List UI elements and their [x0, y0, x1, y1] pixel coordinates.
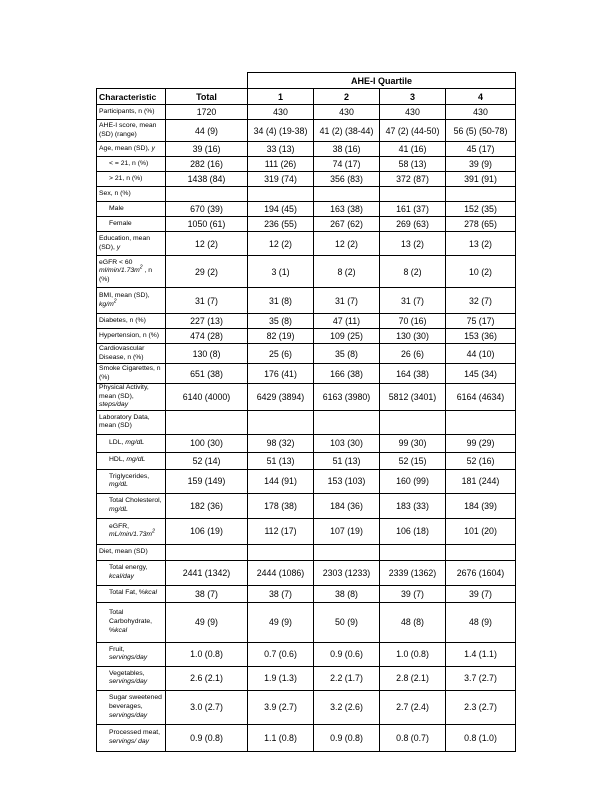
table-row: [97, 602, 516, 642]
value-cell: 2303 (1233): [314, 560, 380, 585]
row-label: [97, 666, 166, 690]
row-label-text: Age, mean (SD),: [99, 144, 152, 152]
value-cell: [248, 410, 314, 434]
row-label: [97, 544, 166, 560]
value-cell: 6163 (3980): [314, 384, 380, 411]
characteristics-table: [96, 72, 516, 752]
value-cell: 75 (17): [446, 314, 516, 329]
row-label: [97, 105, 166, 120]
row-label: [97, 410, 166, 434]
value-cell: 29 (2): [166, 256, 248, 288]
table-row: [97, 493, 516, 518]
table-row: [97, 202, 516, 217]
table-row: [97, 434, 516, 452]
value-cell: 51 (13): [314, 452, 380, 469]
value-cell: 38 (7): [248, 585, 314, 602]
row-label: [97, 256, 166, 288]
value-cell: 145 (34): [446, 364, 516, 384]
value-cell: [248, 544, 314, 560]
row-label-unit: servings/ day: [109, 737, 150, 745]
row-label: [97, 202, 166, 217]
table-row: [97, 544, 516, 560]
value-cell: 1.1 (0.8): [248, 724, 314, 751]
row-label-text: eGFR,: [109, 522, 130, 530]
value-cell: 2676 (1604): [446, 560, 516, 585]
row-label-text: Total Cholesterol,: [109, 497, 162, 505]
row-label: [97, 602, 166, 642]
value-cell: 0.8 (1.0): [446, 724, 516, 751]
row-label-text: > 21, n (%): [109, 174, 143, 182]
value-cell: 0.8 (0.7): [380, 724, 446, 751]
row-label-text: Smoke Cigarettes, n (%): [99, 364, 161, 381]
value-cell: [166, 410, 248, 434]
row-label-text: Diet, mean (SD): [99, 547, 148, 555]
value-cell: 0.7 (0.6): [248, 642, 314, 666]
row-label: [97, 142, 166, 157]
value-cell: 227 (13): [166, 314, 248, 329]
row-label-unit: kcal: [144, 589, 157, 597]
value-cell: 670 (39): [166, 202, 248, 217]
row-label: [97, 120, 166, 142]
value-cell: 103 (30): [314, 434, 380, 452]
value-cell: 184 (36): [314, 493, 380, 518]
value-cell: 39 (7): [380, 585, 446, 602]
value-cell: 1050 (61): [166, 217, 248, 232]
value-cell: 12 (2): [248, 232, 314, 256]
value-cell: 474 (28): [166, 329, 248, 344]
column-header-q4: 4: [446, 89, 516, 105]
value-cell: 8 (2): [380, 256, 446, 288]
value-cell: 12 (2): [314, 232, 380, 256]
value-cell: 50 (9): [314, 602, 380, 642]
table-row: [97, 410, 516, 434]
value-cell: 38 (8): [314, 585, 380, 602]
row-label-text: Total Fat, %: [109, 589, 145, 597]
value-cell: 2.8 (2.1): [380, 666, 446, 690]
value-cell: 112 (17): [248, 518, 314, 544]
value-cell: 38 (16): [314, 142, 380, 157]
value-cell: 3.9 (2.7): [248, 690, 314, 724]
table-row: [97, 314, 516, 329]
value-cell: 178 (38): [248, 493, 314, 518]
row-label-text: Diabetes, n (%): [99, 316, 146, 324]
value-cell: 372 (87): [380, 172, 446, 187]
value-cell: 2444 (1086): [248, 560, 314, 585]
table-row: [97, 232, 516, 256]
value-cell: 98 (32): [248, 434, 314, 452]
value-cell: 164 (38): [380, 364, 446, 384]
value-cell: 3.0 (2.7): [166, 690, 248, 724]
value-cell: 39 (16): [166, 142, 248, 157]
value-cell: 166 (38): [314, 364, 380, 384]
value-cell: 1.0 (0.8): [166, 642, 248, 666]
value-cell: 33 (13): [248, 142, 314, 157]
row-label-unit: servings/day: [109, 678, 148, 686]
row-label-unit: kcal: [115, 626, 128, 634]
header-blank-cell: [97, 73, 248, 89]
row-label: [97, 232, 166, 256]
row-label: [97, 469, 166, 493]
value-cell: 161 (37): [380, 202, 446, 217]
value-cell: 430: [248, 105, 314, 120]
table-row: [97, 288, 516, 314]
table-row: [97, 142, 516, 157]
row-label: [97, 187, 166, 202]
column-header-characteristic: Characteristic: [97, 89, 166, 105]
row-label-unit: y: [116, 243, 121, 251]
row-label-text: Male: [109, 204, 124, 212]
value-cell: 3.2 (2.6): [314, 690, 380, 724]
value-cell: 47 (11): [314, 314, 380, 329]
row-label-text: Sex, n (%): [99, 189, 131, 197]
row-label-superscript: 2: [152, 529, 155, 536]
value-cell: 45 (17): [446, 142, 516, 157]
value-cell: 32 (7): [446, 288, 516, 314]
table-row: [97, 217, 516, 232]
value-cell: 1720: [166, 105, 248, 120]
value-cell: 0.9 (0.8): [166, 724, 248, 751]
row-label: [97, 344, 166, 364]
value-cell: 106 (18): [380, 518, 446, 544]
value-cell: 99 (29): [446, 434, 516, 452]
row-label-unit: mg/dL: [126, 456, 146, 464]
value-cell: [380, 544, 446, 560]
row-label: [97, 434, 166, 452]
row-label-text: Fruit,: [109, 645, 125, 653]
row-label-text: Vegetables,: [109, 669, 145, 677]
value-cell: 163 (38): [314, 202, 380, 217]
value-cell: 99 (30): [380, 434, 446, 452]
row-label-text: Total energy,: [109, 564, 148, 572]
value-cell: 39 (9): [446, 157, 516, 172]
value-cell: 6164 (4634): [446, 384, 516, 411]
table-row: [97, 384, 516, 411]
value-cell: 13 (2): [380, 232, 446, 256]
value-cell: 176 (41): [248, 364, 314, 384]
row-label-text: < = 21, n (%): [109, 159, 149, 167]
value-cell: 430: [446, 105, 516, 120]
value-cell: 267 (62): [314, 217, 380, 232]
value-cell: 31 (7): [166, 288, 248, 314]
value-cell: 41 (2) (38-44): [314, 120, 380, 142]
value-cell: [380, 187, 446, 202]
value-cell: 13 (2): [446, 232, 516, 256]
value-cell: [248, 187, 314, 202]
row-label: [97, 518, 166, 544]
value-cell: 5812 (3401): [380, 384, 446, 411]
value-cell: 278 (65): [446, 217, 516, 232]
value-cell: 2.6 (2.1): [166, 666, 248, 690]
row-label-text: BMI, mean (SD),: [99, 291, 150, 299]
value-cell: 160 (99): [380, 469, 446, 493]
row-label: [97, 642, 166, 666]
row-label-unit: mg/dL: [125, 438, 145, 446]
value-cell: 56 (5) (50-78): [446, 120, 516, 142]
value-cell: 183 (33): [380, 493, 446, 518]
table-row: [97, 344, 516, 364]
quartile-group-header: AHE-I Quartile: [248, 73, 516, 89]
value-cell: [380, 410, 446, 434]
value-cell: 35 (8): [314, 344, 380, 364]
value-cell: 51 (13): [248, 452, 314, 469]
value-cell: 47 (2) (44-50): [380, 120, 446, 142]
table-row: [97, 469, 516, 493]
value-cell: 144 (91): [248, 469, 314, 493]
value-cell: 430: [380, 105, 446, 120]
value-cell: 236 (55): [248, 217, 314, 232]
row-label-unit: kg/m: [99, 300, 114, 308]
value-cell: 2.2 (1.7): [314, 666, 380, 690]
value-cell: 44 (10): [446, 344, 516, 364]
value-cell: 31 (8): [248, 288, 314, 314]
value-cell: 48 (8): [380, 602, 446, 642]
row-label-text: Female: [109, 219, 132, 227]
row-label-superscript: 2: [113, 298, 117, 305]
row-label: [97, 364, 166, 384]
column-header-q2: 2: [314, 89, 380, 105]
value-cell: 101 (20): [446, 518, 516, 544]
value-cell: 0.9 (0.8): [314, 724, 380, 751]
row-label: [97, 560, 166, 585]
value-cell: 31 (7): [380, 288, 446, 314]
row-label-unit: ml/min/1.73m: [99, 267, 140, 275]
value-cell: 184 (39): [446, 493, 516, 518]
row-label-unit: y: [151, 144, 155, 152]
value-cell: 48 (9): [446, 602, 516, 642]
table-row: [97, 724, 516, 751]
value-cell: 49 (9): [248, 602, 314, 642]
row-label-text: Physical Activity, mean (SD),: [99, 384, 149, 400]
value-cell: [446, 187, 516, 202]
table-row: [97, 157, 516, 172]
value-cell: 39 (7): [446, 585, 516, 602]
table-body: [97, 105, 516, 752]
table-row: [97, 187, 516, 202]
row-label-unit: kcal/day: [109, 572, 134, 580]
row-label-suffix: , n (%): [99, 267, 153, 283]
row-label: [97, 288, 166, 314]
table-row: [97, 518, 516, 544]
table-row: [97, 642, 516, 666]
value-cell: [314, 544, 380, 560]
value-cell: 31 (7): [314, 288, 380, 314]
value-cell: 130 (30): [380, 329, 446, 344]
value-cell: 152 (35): [446, 202, 516, 217]
value-cell: 282 (16): [166, 157, 248, 172]
value-cell: 181 (244): [446, 469, 516, 493]
value-cell: 41 (16): [380, 142, 446, 157]
value-cell: 25 (6): [248, 344, 314, 364]
row-label-unit: steps/day: [99, 401, 129, 409]
row-label-text: Processed meat,: [109, 729, 160, 737]
row-label-text: Triglycerides,: [109, 472, 150, 480]
value-cell: 10 (2): [446, 256, 516, 288]
value-cell: 1.0 (0.8): [380, 642, 446, 666]
value-cell: 1438 (84): [166, 172, 248, 187]
table-row: [97, 329, 516, 344]
value-cell: [446, 410, 516, 434]
table-row: [97, 364, 516, 384]
table-row: [97, 690, 516, 724]
value-cell: 1.9 (1.3): [248, 666, 314, 690]
value-cell: 82 (19): [248, 329, 314, 344]
row-label: [97, 329, 166, 344]
row-label: [97, 172, 166, 187]
row-label-text: Laboratory Data, mean (SD): [99, 413, 150, 430]
row-label-unit: servings/day: [109, 654, 148, 662]
value-cell: 106 (19): [166, 518, 248, 544]
row-label-unit: servings/day: [109, 711, 148, 719]
value-cell: 100 (30): [166, 434, 248, 452]
column-header-total: Total: [166, 89, 248, 105]
table-row: [97, 666, 516, 690]
value-cell: 356 (83): [314, 172, 380, 187]
value-cell: 130 (8): [166, 344, 248, 364]
value-cell: 269 (63): [380, 217, 446, 232]
value-cell: 12 (2): [166, 232, 248, 256]
value-cell: 44 (9): [166, 120, 248, 142]
table-row: [97, 560, 516, 585]
value-cell: 109 (25): [314, 329, 380, 344]
value-cell: 35 (8): [248, 314, 314, 329]
value-cell: 70 (16): [380, 314, 446, 329]
value-cell: [166, 544, 248, 560]
value-cell: 2339 (1362): [380, 560, 446, 585]
row-label-text: Cardiovascular Disease, n (%): [99, 344, 145, 361]
row-label-text: eGFR < 60: [99, 258, 133, 266]
value-cell: 182 (36): [166, 493, 248, 518]
value-cell: 159 (149): [166, 469, 248, 493]
row-label-unit: mL/min/1.73m: [109, 531, 153, 539]
value-cell: 6429 (3894): [248, 384, 314, 411]
row-label-text: Hypertension, n (%): [99, 331, 160, 339]
row-label-text: Participants, n (%): [99, 107, 155, 115]
value-cell: 34 (4) (19-38): [248, 120, 314, 142]
table-row: [97, 256, 516, 288]
row-label: [97, 384, 166, 411]
value-cell: 52 (15): [380, 452, 446, 469]
value-cell: 52 (14): [166, 452, 248, 469]
value-cell: 391 (91): [446, 172, 516, 187]
table-row: [97, 585, 516, 602]
value-cell: 8 (2): [314, 256, 380, 288]
value-cell: 49 (9): [166, 602, 248, 642]
value-cell: 430: [314, 105, 380, 120]
value-cell: 2.7 (2.4): [380, 690, 446, 724]
row-label-text: HDL,: [109, 456, 127, 464]
row-label-superscript: 2: [139, 264, 143, 271]
value-cell: 0.9 (0.6): [314, 642, 380, 666]
row-label: [97, 314, 166, 329]
row-label: [97, 493, 166, 518]
value-cell: 651 (38): [166, 364, 248, 384]
value-cell: 3.7 (2.7): [446, 666, 516, 690]
value-cell: 52 (16): [446, 452, 516, 469]
value-cell: [446, 544, 516, 560]
value-cell: [314, 410, 380, 434]
table-row: [97, 105, 516, 120]
value-cell: 319 (74): [248, 172, 314, 187]
value-cell: 58 (13): [380, 157, 446, 172]
value-cell: 153 (103): [314, 469, 380, 493]
row-label-text: AHE-I score, mean (SD) (range): [99, 121, 157, 138]
column-header-q3: 3: [380, 89, 446, 105]
value-cell: 194 (45): [248, 202, 314, 217]
value-cell: 26 (6): [380, 344, 446, 364]
column-header-q1: 1: [248, 89, 314, 105]
row-label-unit: mg/dL: [109, 481, 128, 489]
value-cell: 1.4 (1.1): [446, 642, 516, 666]
row-label: [97, 217, 166, 232]
row-label: [97, 724, 166, 751]
value-cell: 111 (26): [248, 157, 314, 172]
value-cell: 2.3 (2.7): [446, 690, 516, 724]
value-cell: 107 (19): [314, 518, 380, 544]
row-label-text: Total Carbohydrate, %: [109, 609, 153, 634]
value-cell: 38 (7): [166, 585, 248, 602]
row-label-unit: mg/dL: [109, 505, 128, 513]
row-label-text: Education, mean (SD),: [99, 234, 151, 251]
row-label-text: Sugar sweetened beverages,: [109, 694, 162, 710]
row-label: [97, 585, 166, 602]
value-cell: [314, 187, 380, 202]
row-label: [97, 157, 166, 172]
row-label-text: LDL,: [109, 438, 126, 446]
value-cell: [166, 187, 248, 202]
value-cell: 153 (36): [446, 329, 516, 344]
value-cell: 74 (17): [314, 157, 380, 172]
row-label: [97, 690, 166, 724]
table-row: [97, 120, 516, 142]
value-cell: 3 (1): [248, 256, 314, 288]
value-cell: 6140 (4000): [166, 384, 248, 411]
row-label: [97, 452, 166, 469]
table-row: [97, 172, 516, 187]
value-cell: 2441 (1342): [166, 560, 248, 585]
table-row: [97, 452, 516, 469]
